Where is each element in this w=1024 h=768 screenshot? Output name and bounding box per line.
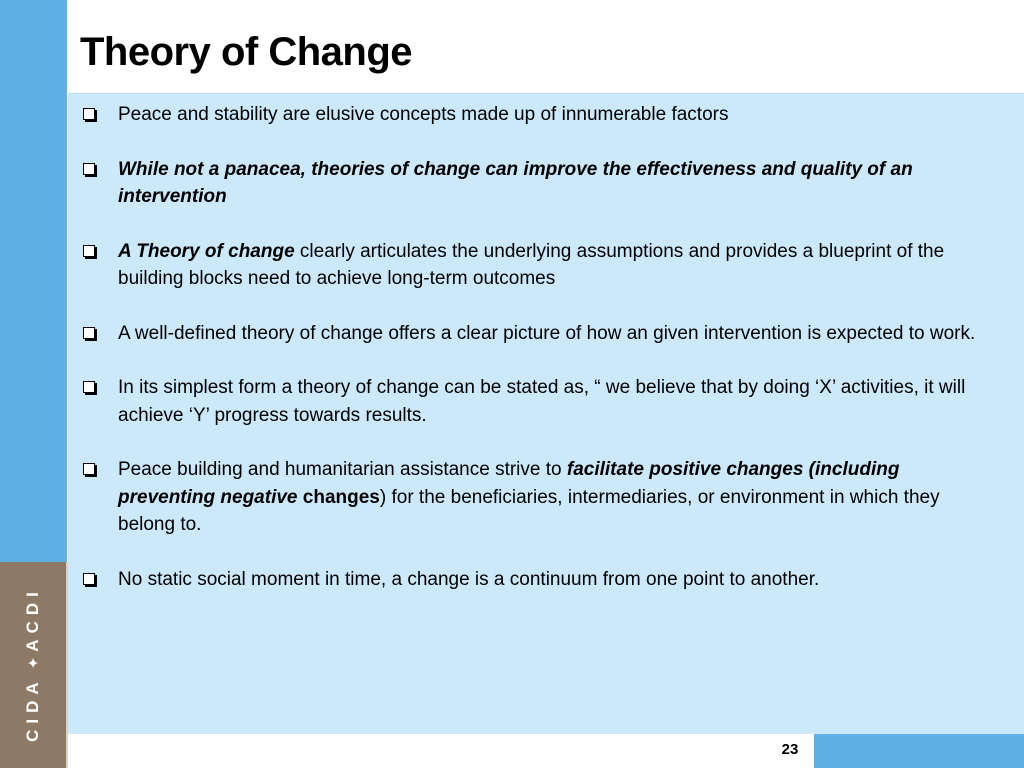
- bullet-2-text: While not a panacea, theories of change can improve the effectiveness and quality of an intervention: [118, 158, 913, 207]
- slide-title: Theory of Change: [80, 30, 413, 74]
- maple-leaf-icon: ✦: [26, 656, 40, 673]
- bullet-6-text-a: Peace building and humanitarian assistance strive to: [118, 459, 567, 480]
- bullet-item-3: [80, 238, 1000, 293]
- page-number: 23: [781, 741, 799, 758]
- bullet-6-emphasis: facilitate positive changes (including preventing negative: [118, 459, 900, 508]
- logo-text-acdi: ACDI: [23, 586, 42, 652]
- left-accent-bar: [0, 0, 67, 562]
- bullet-5-text: In its simplest form a theory of change can be stated as, “ we believe that by doing ‘X’ activities, it will achieve ‘Y’ progress towards results.: [118, 377, 966, 426]
- checkbox-bullet-icon: [83, 108, 95, 120]
- logo-wordmark: [23, 586, 43, 742]
- bullet-item-1: [80, 101, 1000, 129]
- bullet-list: [80, 101, 1000, 620]
- bullet-item-7: [80, 566, 1000, 594]
- bullet-3-text: clearly articulates the underlying assumptions and provides a blueprint of the building blocks need to achieve long-term outcomes: [118, 240, 945, 289]
- content-panel: [68, 93, 1024, 734]
- bullet-item-5: [80, 374, 1000, 429]
- bottom-accent-bar: [814, 734, 1024, 768]
- bullet-1-text: Peace and stability are elusive concepts made up of innumerable factors: [118, 104, 729, 125]
- bullet-item-4: [80, 320, 1000, 348]
- logo-text-cida: CIDA: [23, 676, 42, 742]
- checkbox-bullet-icon: [83, 245, 95, 257]
- bullet-item-6: [80, 456, 1000, 539]
- checkbox-bullet-icon: [83, 381, 95, 393]
- bullet-4-text: A well-defined theory of change offers a clear picture of how an given intervention is expected to work.: [118, 322, 976, 344]
- bullet-item-2: [80, 156, 1000, 211]
- bullet-6-bold: changes: [297, 486, 380, 508]
- checkbox-bullet-icon: [83, 463, 95, 475]
- checkbox-bullet-icon: [83, 163, 95, 175]
- bullet-6-text-b: ) for the beneficiaries, intermediaries, or environment in which they belong to.: [118, 486, 940, 535]
- checkbox-bullet-icon: [83, 573, 95, 585]
- bullet-7-text: No static social moment in time, a change is a continuum from one point to another.: [118, 568, 820, 590]
- checkbox-bullet-icon: [83, 327, 95, 339]
- bullet-3-emphasis: A Theory of change: [118, 240, 295, 262]
